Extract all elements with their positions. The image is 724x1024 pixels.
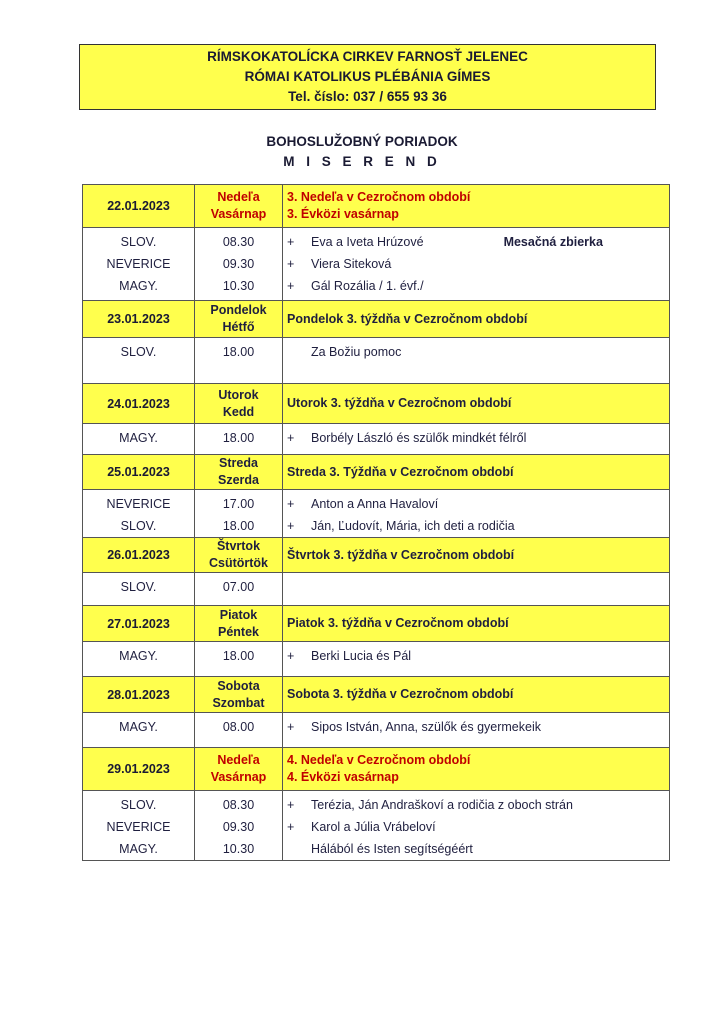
day-date: 26.01.2023 (83, 538, 195, 573)
mass-times (195, 713, 283, 748)
mass-location: MAGY. (119, 431, 158, 445)
day-header-row (83, 538, 670, 573)
schedule-subtitle: M I S E R E N D (283, 154, 441, 169)
day-name (195, 185, 283, 228)
mass-location: MAGY. (119, 279, 158, 293)
mass-location: NEVERICE (106, 820, 171, 834)
liturgical-day-sk: Streda 3. Týždňa v Cezročnom období (287, 464, 514, 479)
liturgical-day-hu: 3. Évközi vasárnap (287, 207, 399, 221)
deceased-marker: + (287, 820, 295, 834)
mass-times (195, 573, 283, 606)
intention-text: Viera Siteková (311, 257, 392, 271)
mass-time: 07.00 (222, 580, 255, 594)
mass-intention (287, 838, 669, 860)
mass-intention (287, 515, 669, 537)
liturgical-day-sk: 3. Nedeľa v Cezročnom období (287, 190, 471, 204)
mass-time: 08.30 (222, 235, 255, 249)
day-date: 27.01.2023 (83, 606, 195, 642)
liturgical-day (283, 455, 670, 490)
intention-text: Berki Lucia és Pál (311, 649, 412, 663)
mass-intention (287, 427, 669, 449)
day-header-row (83, 606, 670, 642)
day-name-sk: Streda (219, 456, 258, 470)
mass-intention (287, 576, 669, 598)
liturgical-day (283, 538, 670, 573)
day-name-hu: Szerda (218, 473, 259, 487)
mass-row (83, 424, 670, 455)
mass-location: SLOV. (120, 519, 157, 533)
mass-intention (287, 231, 669, 253)
day-name-hu: Vasárnap (210, 770, 267, 784)
deceased-marker: + (287, 257, 295, 271)
intention-text: Za Božiu pomoc (311, 345, 402, 359)
mass-location: NEVERICE (106, 497, 171, 511)
mass-intention (287, 645, 669, 667)
mass-row (83, 791, 670, 861)
mass-times (195, 490, 283, 538)
mass-time: 17.00 (222, 497, 255, 511)
deceased-marker (287, 838, 311, 860)
parish-header (79, 44, 656, 110)
mass-location: NEVERICE (106, 257, 171, 271)
day-name (195, 301, 283, 338)
day-name-hu: Hétfő (222, 320, 255, 334)
intention-text: Sipos István, Anna, szülők és gyermekeik (311, 720, 541, 734)
deceased-marker: + (287, 497, 295, 511)
day-header-row (83, 185, 670, 228)
mass-times (195, 642, 283, 677)
deceased-marker: + (287, 235, 295, 249)
day-name-sk: Sobota (217, 678, 260, 693)
mass-locations (83, 573, 195, 606)
day-header-row (83, 301, 670, 338)
day-name-sk: Pondelok (210, 303, 267, 317)
mass-time: 18.00 (222, 649, 255, 663)
mass-schedule-table (82, 184, 670, 861)
day-name-hu: Csütörtök (208, 556, 269, 570)
day-name-sk: Piatok (219, 607, 258, 622)
mass-row (83, 573, 670, 606)
mass-intentions (283, 338, 670, 384)
intention-text: Anton a Anna Havaloví (311, 497, 439, 511)
mass-locations (83, 642, 195, 677)
day-name-hu: Vasárnap (210, 207, 267, 221)
mass-location: SLOV. (120, 345, 157, 359)
mass-locations (83, 228, 195, 301)
liturgical-day-sk: Utorok 3. týždňa v Cezročnom období (287, 396, 512, 410)
day-name (195, 538, 283, 573)
mass-time: 08.00 (222, 720, 255, 734)
intention-text: Gál Rozália / 1. évf./ (311, 279, 424, 293)
mass-time: 10.30 (222, 842, 255, 856)
mass-intention (287, 275, 669, 297)
mass-intention (287, 493, 669, 515)
mass-times (195, 338, 283, 384)
mass-time: 10.30 (222, 279, 255, 293)
mass-intention (287, 341, 669, 363)
day-name-sk: Utorok (218, 387, 259, 402)
day-header-row (83, 677, 670, 713)
day-date: 25.01.2023 (83, 455, 195, 490)
mass-intentions (283, 490, 670, 538)
day-header-row (83, 384, 670, 424)
liturgical-day (283, 748, 670, 791)
mass-intentions (283, 424, 670, 455)
deceased-marker (287, 341, 311, 363)
mass-location: SLOV. (120, 580, 157, 594)
mass-locations (83, 791, 195, 861)
schedule-title: BOHOSLUŽOBNÝ PORIADOK (266, 134, 458, 149)
day-header-row (83, 748, 670, 791)
mass-times (195, 228, 283, 301)
liturgical-day (283, 606, 670, 642)
day-name-sk: Nedeľa (217, 190, 260, 204)
intention-text: Ján, Ľudovít, Mária, ich deti a rodičia (311, 519, 515, 533)
mass-row (83, 713, 670, 748)
day-name-hu: Péntek (218, 624, 259, 639)
day-date: 28.01.2023 (83, 677, 195, 713)
liturgical-day-sk: Piatok 3. týždňa v Cezročnom období (287, 616, 509, 630)
day-name (195, 455, 283, 490)
mass-times (195, 791, 283, 861)
day-name-sk: Nedeľa (217, 753, 260, 767)
liturgical-day (283, 185, 670, 228)
mass-intentions (283, 573, 670, 606)
mass-location: SLOV. (120, 798, 157, 812)
deceased-marker: + (287, 798, 295, 812)
mass-location: MAGY. (119, 649, 158, 663)
mass-location: MAGY. (119, 842, 158, 856)
liturgical-day-hu: 4. Évközi vasárnap (287, 770, 399, 784)
deceased-marker: + (287, 279, 295, 293)
mass-intention (287, 794, 669, 816)
day-date: 22.01.2023 (83, 185, 195, 228)
mass-time: 18.00 (222, 519, 255, 533)
day-header-row (83, 455, 670, 490)
parish-name-sk: RÍMSKOKATOLÍCKA CIRKEV FARNOSŤ JELENEC (207, 49, 528, 64)
mass-row (83, 642, 670, 677)
mass-intention (287, 253, 669, 275)
deceased-marker (287, 576, 311, 598)
day-name (195, 748, 283, 791)
mass-time: 18.00 (222, 345, 255, 359)
liturgical-day-sk: Sobota 3. týždňa v Cezročnom období (287, 687, 514, 701)
mass-time: 09.30 (222, 820, 255, 834)
mass-intentions (283, 791, 670, 861)
deceased-marker: + (287, 431, 295, 445)
intention-text: Karol a Júlia Vrábeloví (311, 820, 436, 834)
mass-row (83, 338, 670, 384)
parish-phone: Tel. číslo: 037 / 655 93 36 (288, 89, 447, 104)
liturgical-day (283, 384, 670, 424)
mass-locations (83, 424, 195, 455)
mass-locations (83, 338, 195, 384)
mass-time: 18.00 (222, 431, 255, 445)
mass-intentions (283, 228, 670, 301)
mass-row (83, 490, 670, 538)
mass-time: 09.30 (222, 257, 255, 271)
mass-row (83, 228, 670, 301)
mass-intentions (283, 713, 670, 748)
mass-intention (287, 816, 669, 838)
mass-time: 08.30 (222, 798, 255, 812)
deceased-marker: + (287, 720, 295, 734)
day-name (195, 606, 283, 642)
parish-name-hu: RÓMAI KATOLIKUS PLÉBÁNIA GÍMES (244, 69, 491, 84)
liturgical-day (283, 677, 670, 713)
intention-text: Eva a Iveta Hrúzové (311, 235, 424, 249)
liturgical-day-sk: Štvrtok 3. týždňa v Cezročnom období (287, 547, 515, 562)
mass-location: SLOV. (120, 235, 157, 249)
liturgical-day-sk: 4. Nedeľa v Cezročnom období (287, 753, 471, 767)
liturgical-day-sk: Pondelok 3. týždňa v Cezročnom období (287, 311, 528, 326)
day-date: 24.01.2023 (83, 384, 195, 424)
day-name-hu: Szombat (212, 695, 265, 710)
intention-text: Borbély László és szülők mindkét félről (311, 431, 527, 445)
mass-location: MAGY. (119, 720, 158, 734)
day-date: 29.01.2023 (83, 748, 195, 791)
day-name-sk: Štvrtok (216, 539, 261, 553)
day-name-hu: Kedd (222, 404, 255, 419)
deceased-marker: + (287, 649, 295, 663)
day-name (195, 384, 283, 424)
day-name (195, 677, 283, 713)
deceased-marker: + (287, 519, 295, 533)
intention-text: Terézia, Ján Andraškoví a rodičia z oboch strán (311, 798, 573, 812)
mass-intentions (283, 642, 670, 677)
liturgical-day (283, 301, 670, 338)
day-date: 23.01.2023 (83, 301, 195, 338)
mass-times (195, 424, 283, 455)
mass-locations (83, 490, 195, 538)
intention-text: Hálából és Isten segítségéért (311, 842, 473, 856)
mass-intention (287, 716, 669, 738)
mass-locations (83, 713, 195, 748)
collection-note: Mesačná zbierka (503, 235, 603, 249)
